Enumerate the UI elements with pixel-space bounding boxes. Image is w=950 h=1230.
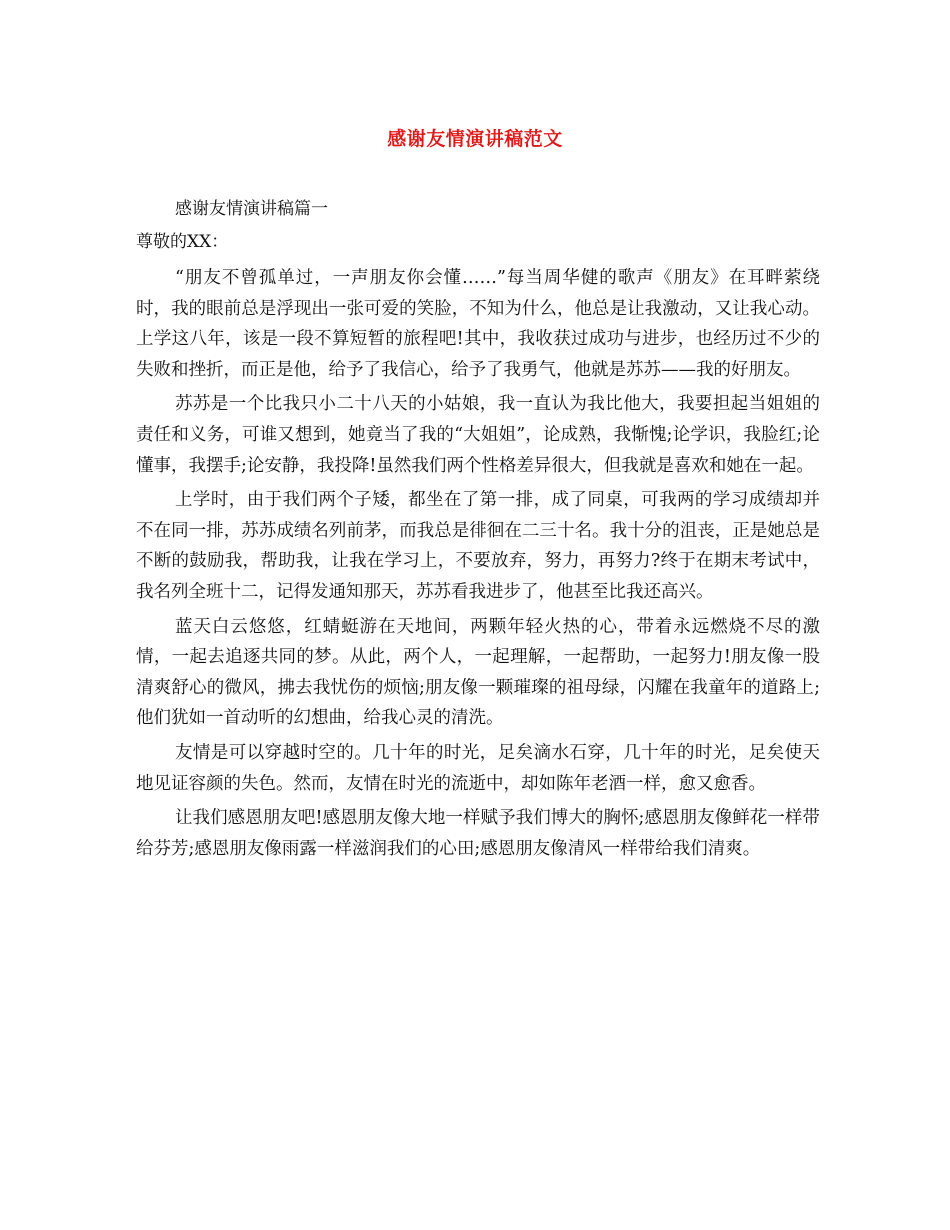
salutation: 尊敬的XX： [136, 232, 229, 252]
document-subtitle: 感谢友情演讲稿篇一 [175, 199, 328, 219]
paragraph-1: “朋友不曾孤单过，一声朋友你会懂……”每当周华健的歌声《朋友》在耳畔萦绕时，我的眼前总是浮现出一张可爱的笑脸，不知为什么，他总是让我激动，又让我心动。上学这八年，该是一段不算短暂的旅程吧!其中，我收获过成功与进步，也经历过不少的失败和挫折，而正是他，给予了我信心，给予了我勇气，他就是苏苏——我的好朋友。 [136, 268, 820, 380]
paragraph-5: 友情是可以穿越时空的。几十年的时光，足矣滴水石穿，几十年的时光，足矣使天地见证容颜的失色。然而，友情在时光的流逝中，却如陈年老酒一样，愈又愈香。 [136, 742, 820, 794]
paragraph-3: 上学时，由于我们两个子矮，都坐在了第一排，成了同桌，可我两的学习成绩却并不在同一排，苏苏成绩名列前茅，而我总是徘徊在二三十名。我十分的沮丧，正是她总是不断的鼓励我，帮助我，让我在学习上，不要放弃，努力，再努力?终于在期末考试中，我名列全班十二，记得发通知那天，苏苏看我进步了，他甚至比我还高兴。 [136, 490, 820, 602]
document-body [136, 263, 820, 868]
paragraph-4: 蓝天白云悠悠，红蜻蜓游在天地间，两颗年轻火热的心，带着永远燃烧不尽的激情，一起去追逐共同的梦。从此，两个人，一起理解，一起帮助，一起努力!朋友像一股清爽舒心的微风，拂去我忧伤的烦恼;朋友像一颗璀璨的祖母绿，闪耀在我童年的道路上;他们犹如一首动听的幻想曲，给我心灵的清洗。 [136, 616, 820, 729]
document-title: 感谢友情演讲稿范文 [387, 128, 563, 150]
paragraph-6: 让我们感恩朋友吧!感恩朋友像大地一样赋予我们博大的胸怀;感恩朋友像鲜花一样带给芬芳;感恩朋友像雨露一样滋润我们的心田;感恩朋友像清风一样带给我们清爽。 [136, 808, 820, 859]
paragraph-2: 苏苏是一个比我只小二十八天的小姑娘，我一直认为我比他大，我要担起当姐姐的责任和义务，可谁又想到，她竟当了我的“大姐姐”，论成熟，我惭愧;论学识，我脸红;论懂事，我摆手;论安静，我投降!虽然我们两个性格差异很大，但我就是喜欢和她在一起。 [136, 394, 820, 476]
